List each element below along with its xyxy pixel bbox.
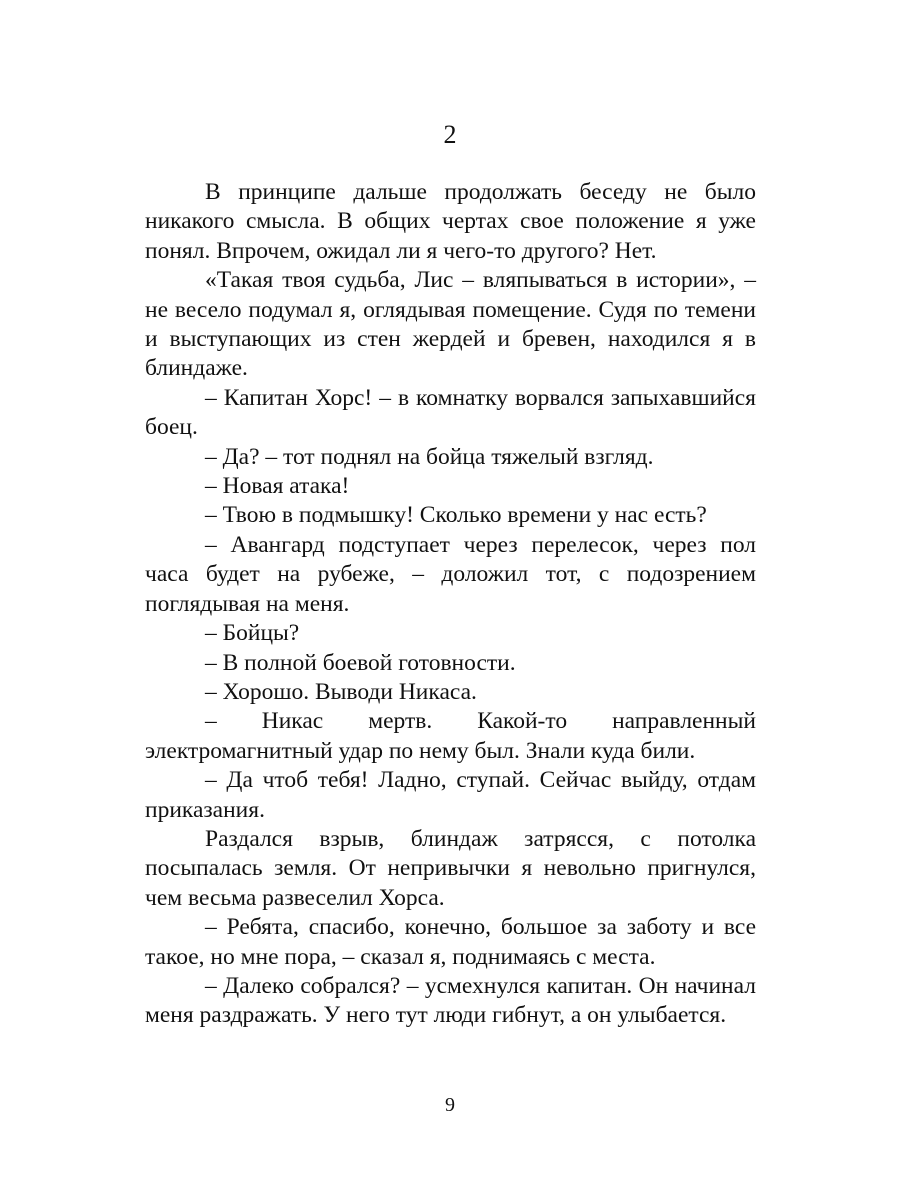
paragraph: – Капитан Хорс! – в комнатку ворвался запыхавшийся боец. bbox=[145, 384, 756, 441]
paragraph: Раздался взрыв, блиндаж затрясся, с потолка посыпалась земля. От непривычки я невольно пригнулся, чем весьма развеселил Хорса. bbox=[145, 825, 756, 911]
paragraph: – Бойцы? bbox=[205, 620, 300, 647]
paragraph: – Далеко собрался? – усмехнулся капитан. Он начинал меня раздражать. У него тут люди гибнут, а он улыбается. bbox=[145, 972, 756, 1029]
chapter-number: 2 bbox=[443, 120, 457, 149]
paragraph: – В полной боевой готовности. bbox=[205, 649, 516, 676]
paragraph: «Такая твоя судьба, Лис – вляпываться в истории», – не весело подумал я, оглядывая помещение. Судя по темени и выступающих из стен жердей и бревен, находился я в блиндаже. bbox=[145, 267, 756, 382]
paragraph: – Да? – тот поднял на бойца тяжелый взгляд. bbox=[205, 443, 654, 470]
body-text bbox=[145, 178, 756, 1031]
paragraph: – Хорошо. Выводи Никаса. bbox=[205, 678, 477, 705]
paragraph: – Ребята, спасибо, конечно, большое за заботу и все такое, но мне пора, – сказал я, поднимаясь с места. bbox=[145, 914, 756, 970]
page-number: 9 bbox=[445, 1094, 455, 1116]
paragraph: – Авангард подступает через перелесок, через пол часа будет на рубеже, – доложил тот, с подозрением поглядывая на меня. bbox=[145, 531, 756, 617]
paragraph: – Новая атака! bbox=[205, 473, 350, 500]
paragraph: – Никас мертв. Какой-то направленный электромагнитный удар по нему был. Знали куда били. bbox=[145, 708, 756, 764]
paragraph: – Твою в подмышку! Сколько времени у нас есть? bbox=[205, 502, 707, 529]
paragraph: – Да чтоб тебя! Ладно, ступай. Сейчас выйду, отдам приказания. bbox=[145, 767, 756, 823]
paragraph: В принципе дальше продолжать беседу не было никакого смысла. В общих чертах свое положение я уже понял. Впрочем, ожидал ли я чего-то другого? Нет. bbox=[145, 179, 756, 264]
